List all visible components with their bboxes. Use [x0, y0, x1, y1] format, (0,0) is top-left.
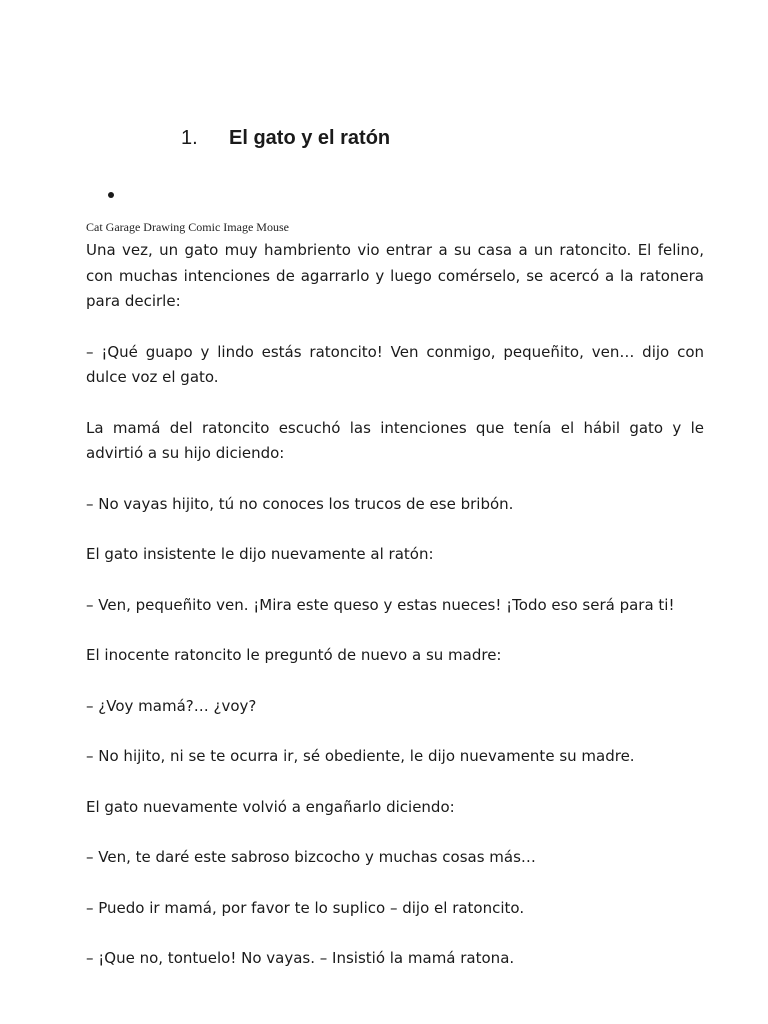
bullet-point — [108, 192, 114, 198]
paragraph: – ¡Qué guapo y lindo estás ratoncito! Ven conmigo, pequeñito, ven… dijo con dulce voz el gato. — [86, 342, 704, 386]
paragraph: – ¿Voy mamá?… ¿voy? — [86, 696, 257, 715]
paragraph: – ¡Que no, tontuelo! No vayas. – Insistió la mamá ratona. — [86, 949, 515, 967]
heading-number: 1. — [181, 127, 198, 149]
paragraph: – Ven, pequeñito ven. ¡Mira este queso y estas nueces! ¡Todo eso será para ti! — [86, 595, 675, 614]
paragraph: – No vayas hijito, tú no conoces los trucos de ese bribón. — [86, 494, 514, 513]
paragraph: – Ven, te daré este sabroso bizcocho y muchas cosas más… — [86, 848, 536, 866]
image-caption: Cat Garage Drawing Comic Image Mouse — [86, 220, 289, 234]
paragraph: La mamá del ratoncito escuchó las intenciones que tenía el hábil gato y le advirtió a su hijo diciendo: — [86, 418, 704, 462]
paragraph: – No hijito, ni se te ocurra ir, sé obediente, le dijo nuevamente su madre. — [86, 747, 635, 765]
paragraph: El gato nuevamente volvió a engañarlo diciendo: — [86, 797, 455, 816]
paragraph: – Puedo ir mamá, por favor te lo suplico – dijo el ratoncito. — [86, 898, 525, 917]
story-body — [86, 238, 704, 997]
paragraph: Una vez, un gato muy hambriento vio entrar a su casa a un ratoncito. El felino, con muchas intenciones de agarrarlo y luego comérselo, se acercó a la ratonera para decirle: — [86, 241, 704, 310]
paragraph: El gato insistente le dijo nuevamente al ratón: — [86, 545, 434, 563]
paragraph: El inocente ratoncito le preguntó de nuevo a su madre: — [86, 646, 502, 664]
heading-title: El gato y el ratón — [229, 127, 391, 149]
section-heading — [181, 124, 390, 152]
